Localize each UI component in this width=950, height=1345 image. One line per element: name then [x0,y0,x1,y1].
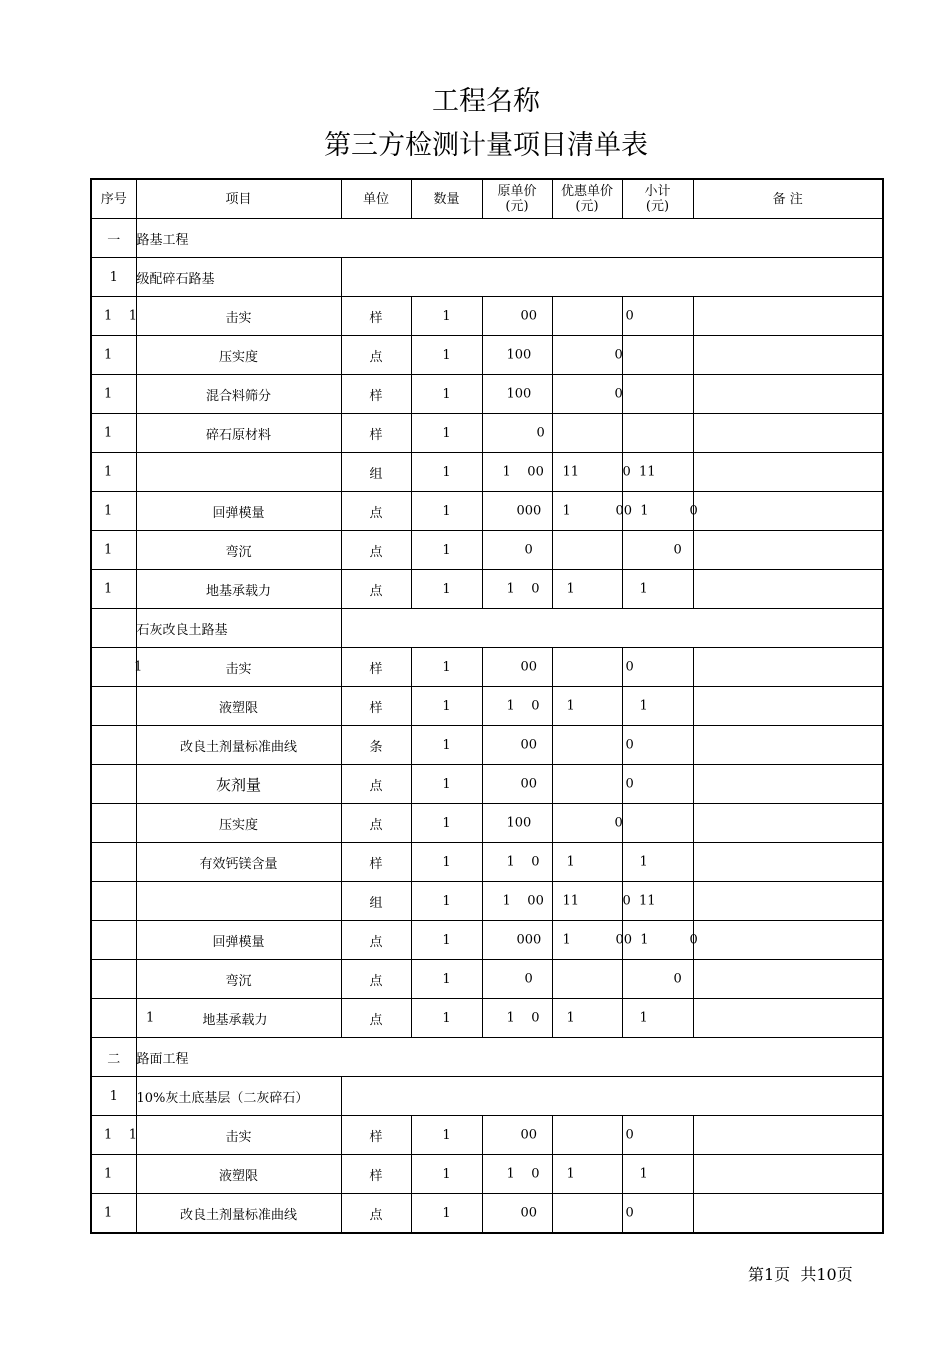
table-row [91,531,883,570]
row-remark [693,414,883,453]
header-orig-price-label: 原单价 [497,184,537,199]
header-unit: 单位 [341,179,411,219]
header-subtotal [622,179,693,219]
row-item: 回弹模量 [136,921,341,960]
row-qty: 1 [411,804,482,843]
row-item: 地基承载力 [136,999,341,1038]
document-subtitle: 第三方检测计量项目清单表 [324,130,648,161]
header-disc-price-label: 优惠单价 [560,184,613,199]
row-orig-price: 100 [506,815,532,831]
row-seq: 1 [104,503,113,519]
row-remark [693,999,883,1038]
row-subtotal: 0 [625,1127,634,1143]
row-unit: 条 [341,726,411,765]
row-subtotal: 1 [639,581,648,597]
row-subtotal: 0 [673,971,682,987]
row-remark [693,960,883,999]
row-unit: 点 [341,960,411,999]
section-number: 二 [91,1038,136,1077]
row-remark [693,1194,883,1234]
row-qty: 1 [411,1194,482,1234]
row-remark [693,687,883,726]
section-row [91,219,883,258]
subsection-blank [341,1077,883,1116]
table-row [91,414,883,453]
row-item: 压实度 [136,336,341,375]
header-orig-price-unit: (元) [505,199,529,214]
row-qty: 1 [411,414,482,453]
row-unit: 样 [341,648,411,687]
subsection-row [91,258,883,297]
row-orig-price: 00 [520,308,538,324]
row-seq: 1 [104,1166,113,1182]
table-row [91,1155,883,1194]
row-item: 碎石原材料 [136,414,341,453]
row-unit: 点 [341,1194,411,1234]
row-subtotal-tail: 0 [689,932,698,948]
row-remark [693,648,883,687]
header-disc-price-unit: (元) [575,199,599,214]
row-remark [693,1155,883,1194]
header-item: 项目 [136,179,341,219]
row-disc-price: 1 [562,932,571,948]
row-item: 改良土剂量标准曲线 [136,726,341,765]
row-orig-price: 00 [520,776,538,792]
row-unit: 样 [341,843,411,882]
row-seq: 1 [104,464,113,480]
section-title: 路面工程 [136,1038,883,1077]
row-subtotal: 1 [639,1166,648,1182]
table-row [91,843,883,882]
row-seq: 1 [104,581,113,597]
row-item: 压实度 [136,804,341,843]
table-row [91,336,883,375]
page-number: 第1页 共10页 [748,1265,853,1284]
row-item: 地基承载力 [136,570,341,609]
subsection-row [91,1077,883,1116]
row-item: 改良土剂量标准曲线 [136,1194,341,1234]
row-qty: 1 [411,492,482,531]
row-seq: 1 [146,1010,155,1026]
row-qty: 1 [411,843,482,882]
row-qty: 1 [411,687,482,726]
subsection-blank [341,258,883,297]
table-row [91,297,883,336]
row-orig-price: 1 0 [506,1010,540,1026]
row-remark [693,804,883,843]
row-seq: 1 [104,386,113,402]
inspection-items-table [90,178,884,1234]
row-item: 有效钙镁含量 [136,843,341,882]
row-subtotal: 1 [639,1010,648,1026]
subsection-blank [341,609,883,648]
row-disc-price: 1 [566,581,575,597]
row-orig-price: 00 [520,1127,538,1143]
row-remark [693,843,883,882]
table-row [91,1194,883,1234]
row-qty: 1 [411,960,482,999]
row-item: 混合料筛分 [136,375,341,414]
subsection-title: 10%灰土底基层（二灰碎石） [136,1077,341,1116]
row-qty: 1 [411,882,482,921]
row-unit: 样 [341,375,411,414]
row-qty: 1 [411,297,482,336]
table-row [91,648,883,687]
row-subtotal: 0 [625,737,634,753]
table-row [91,570,883,609]
row-subtotal: 00 1 [615,503,649,519]
row-orig-price: 1 0 [506,854,540,870]
row-qty: 1 [411,531,482,570]
row-unit: 组 [341,882,411,921]
header-seq: 序号 [91,179,136,219]
row-remark [693,765,883,804]
row-remark [693,297,883,336]
row-remark [693,375,883,414]
section-title: 路基工程 [136,219,883,258]
row-disc-price: 1 [566,1010,575,1026]
row-orig-price: 0 [524,971,533,987]
row-qty: 1 [411,1155,482,1194]
subsection-row [91,609,883,648]
row-item: 击实 [136,1116,341,1155]
row-disc-price: 1 [566,1166,575,1182]
table-header-row [91,179,883,219]
row-unit: 点 [341,999,411,1038]
subsection-number: 1 [91,1077,136,1116]
table-row [91,804,883,843]
table-row [91,765,883,804]
header-subtotal-unit: (元) [645,199,670,214]
row-orig-price: 0 [524,542,533,558]
row-item: 回弹模量 [136,492,341,531]
header-disc-price [552,179,622,219]
subsection-title: 级配碎石路基 [136,258,341,297]
row-unit: 点 [341,336,411,375]
row-orig-price: 000 [516,932,542,948]
row-qty: 1 [411,726,482,765]
table-row [91,726,883,765]
row-seq: 1 1 [104,308,138,324]
row-subtotal: 0 [625,1205,634,1221]
table-row [91,960,883,999]
row-subtotal: 1 [639,854,648,870]
row-unit: 样 [341,414,411,453]
row-qty: 1 [411,453,482,492]
row-disc-price: 0 [614,815,623,831]
row-seq: 1 [104,347,113,363]
row-remark [693,492,883,531]
row-item: 液塑限 [136,687,341,726]
row-orig-price: 1 0 [506,1166,540,1182]
row-orig-price: 000 [516,503,542,519]
row-unit: 点 [341,492,411,531]
header-orig-price [482,179,552,219]
row-item: 击实 [136,648,341,687]
row-remark [693,531,883,570]
section-number: 一 [91,219,136,258]
row-subtotal: 0 [625,776,634,792]
row-qty: 1 [411,648,482,687]
row-orig-price: 100 [506,386,532,402]
table-row [91,882,883,921]
header-remark: 备 注 [693,179,883,219]
row-unit: 点 [341,765,411,804]
row-subtotal: 0 [625,308,634,324]
row-item: 灰剂量 [136,765,341,804]
row-disc-price: 0 [614,386,623,402]
row-orig-price: 1 00 [502,464,544,480]
row-seq: 1 [104,425,113,441]
row-orig-price: 00 [520,1205,538,1221]
row-unit: 样 [341,297,411,336]
row-orig-price: 1 0 [506,581,540,597]
row-item [136,882,341,921]
row-qty: 1 [411,375,482,414]
document-title: 工程名称 [432,86,540,117]
row-disc-price: 11 [562,893,580,909]
row-unit: 点 [341,804,411,843]
row-remark [693,453,883,492]
row-unit: 点 [341,531,411,570]
row-subtotal: 1 [639,698,648,714]
header-qty: 数量 [411,179,482,219]
row-subtotal: 0 11 [622,464,656,480]
row-subtotal: 00 1 [615,932,649,948]
row-orig-price: 0 [536,425,545,441]
row-orig-price: 100 [506,347,532,363]
row-orig-price: 1 0 [506,698,540,714]
row-qty: 1 [411,1116,482,1155]
header-subtotal-label: 小计 [644,184,671,199]
row-subtotal: 0 11 [622,893,656,909]
row-unit: 样 [341,1116,411,1155]
row-subtotal-tail: 0 [689,503,698,519]
row-remark [693,726,883,765]
subsection-number [91,609,136,648]
row-item: 液塑限 [136,1155,341,1194]
row-qty: 1 [411,999,482,1038]
table-row [91,999,883,1038]
row-seq: 1 [104,542,113,558]
row-unit: 组 [341,453,411,492]
row-remark [693,1116,883,1155]
subsection-number: 1 [91,258,136,297]
table-row [91,453,883,492]
row-disc-price: 1 [566,698,575,714]
row-qty: 1 [411,336,482,375]
section-row [91,1038,883,1077]
row-item: 击实 [136,297,341,336]
table-row [91,921,883,960]
row-seq: 1 [104,1205,113,1221]
row-remark [693,882,883,921]
table-row [91,687,883,726]
row-remark [693,570,883,609]
row-item: 弯沉 [136,960,341,999]
row-qty: 1 [411,921,482,960]
row-qty: 1 [411,765,482,804]
table-row [91,375,883,414]
subsection-title: 石灰改良土路基 [136,609,341,648]
row-remark [693,336,883,375]
row-unit: 点 [341,570,411,609]
row-unit: 点 [341,921,411,960]
table-row [91,492,883,531]
row-unit: 样 [341,687,411,726]
table-row [91,1116,883,1155]
row-disc-price: 1 [562,503,571,519]
row-orig-price: 00 [520,737,538,753]
row-seq: 1 [134,659,143,675]
row-disc-price: 0 [614,347,623,363]
row-seq: 1 1 [104,1127,138,1143]
row-disc-price: 11 [562,464,580,480]
row-item: 弯沉 [136,531,341,570]
row-qty: 1 [411,570,482,609]
row-subtotal: 0 [625,659,634,675]
row-disc-price: 1 [566,854,575,870]
row-unit: 样 [341,1155,411,1194]
row-orig-price: 00 [520,659,538,675]
row-remark [693,921,883,960]
row-subtotal: 0 [673,542,682,558]
row-item [136,453,341,492]
row-orig-price: 1 00 [502,893,544,909]
